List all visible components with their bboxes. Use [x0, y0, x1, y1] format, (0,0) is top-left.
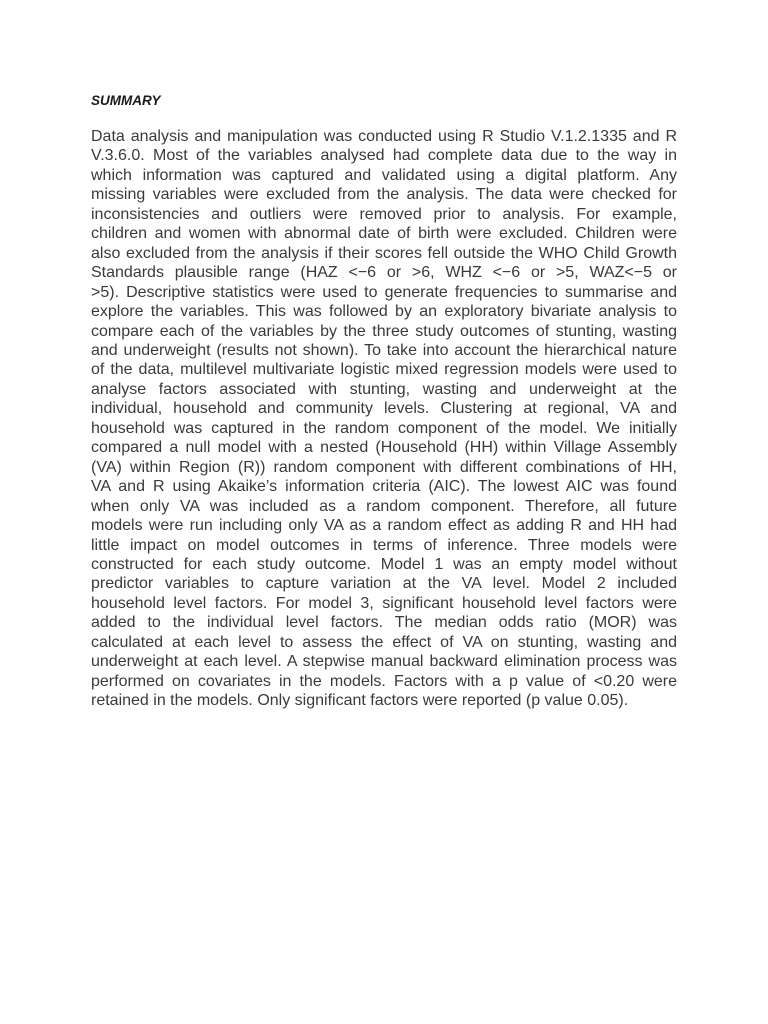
paragraph-line: V.3.6.0. Most of the variables analysed had complete data due to the way in [91, 147, 677, 165]
paragraph-line: added to the individual level factors. The median odds ratio (MOR) was [91, 614, 677, 632]
paragraph-line: missing variables were excluded from the analysis. The data were checked for [91, 186, 677, 204]
paragraph-line: compared a null model with a nested (Household (HH) within Village Assembly [91, 439, 677, 457]
paragraph-line: individual, household and community levels. Clustering at regional, VA and [91, 400, 677, 418]
paragraph-line: and underweight (results not shown). To take into account the hierarchical nature [91, 341, 677, 359]
paragraph-line: household level factors. For model 3, significant household level factors were [91, 594, 677, 612]
paragraph-line: of the data, multilevel multivariate logistic mixed regression models were used to [91, 361, 677, 379]
paragraph-line: which information was captured and validated using a digital platform. Any [91, 166, 677, 184]
paragraph-line: when only VA was included as a random component. Therefore, all future [91, 497, 677, 515]
paragraph-line: compare each of the variables by the three study outcomes of stunting, wasting [91, 322, 677, 340]
paragraph-line: little impact on model outcomes in terms of inference. Three models were [91, 536, 677, 554]
paragraph-line: analyse factors associated with stunting, wasting and underweight at the [91, 380, 677, 398]
summary-heading: SUMMARY [91, 93, 161, 108]
paragraph-line: underweight at each level. A stepwise manual backward elimination process was [91, 653, 677, 671]
paragraph-line: VA and R using Akaike’s information criteria (AIC). The lowest AIC was found [91, 478, 677, 496]
paragraph-line: constructed for each study outcome. Model 1 was an empty model without [91, 555, 677, 573]
paragraph-line: inconsistencies and outliers were removed prior to analysis. For example, [91, 205, 677, 223]
paragraph-line: (VA) within Region (R)) random component with different combinations of HH, [91, 458, 677, 476]
paragraph-line: explore the variables. This was followed by an exploratory bivariate analysis to [91, 303, 677, 321]
paragraph-line: calculated at each level to assess the effect of VA on stunting, wasting and [91, 633, 677, 651]
paragraph-line: predictor variables to capture variation at the VA level. Model 2 included [91, 575, 677, 593]
paragraph-line: Standards plausible range (HAZ <−6 or >6, WHZ <−6 or >5, WAZ<−5 or [91, 264, 677, 282]
paragraph-line: retained in the models. Only significant factors were reported (p value 0.05). [91, 692, 629, 710]
paragraph-line: performed on covariates in the models. Factors with a p value of <0.20 were [91, 672, 677, 690]
paragraph-line: models were run including only VA as a random effect as adding R and HH had [91, 517, 677, 535]
paragraph-line: also excluded from the analysis if their scores fell outside the WHO Child Growth [91, 244, 677, 262]
paragraph-line: >5). Descriptive statistics were used to generate frequencies to summarise and [91, 283, 677, 301]
paragraph-line: household was captured in the random component of the model. We initially [91, 419, 677, 437]
summary-paragraph [91, 127, 677, 711]
paragraph-line: children and women with abnormal date of birth were excluded. Children were [91, 225, 677, 243]
paragraph-line: Data analysis and manipulation was conducted using R Studio V.1.2.1335 and R [91, 128, 677, 145]
